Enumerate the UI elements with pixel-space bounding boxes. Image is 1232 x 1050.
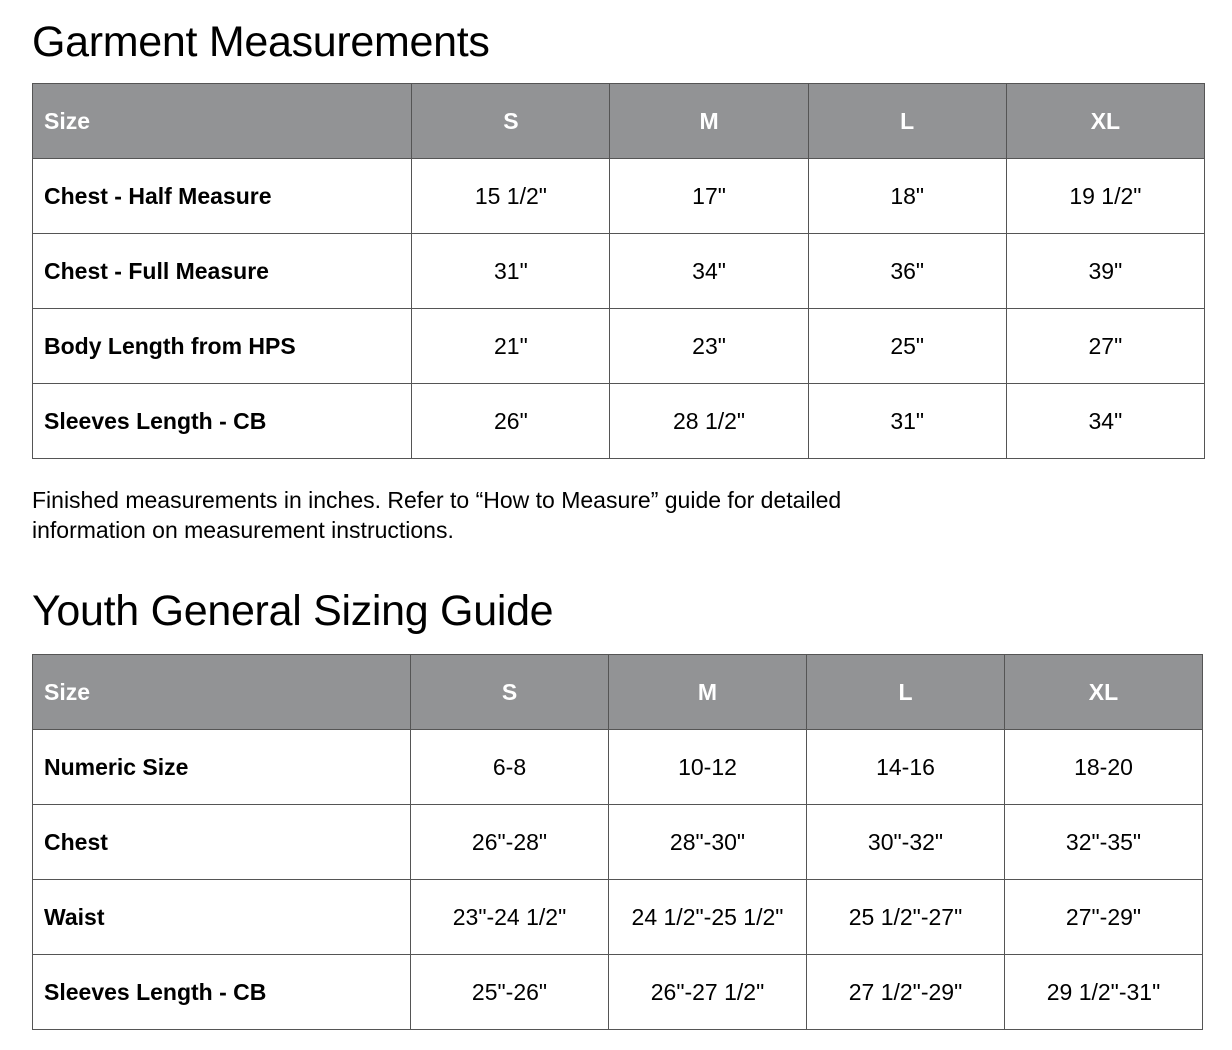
table-row <box>33 805 1203 880</box>
cell-s: 15 1/2" <box>412 159 610 234</box>
cell-l: 36" <box>808 234 1006 309</box>
cell-l: 31" <box>808 384 1006 459</box>
header-size: Size <box>33 84 412 159</box>
cell-m: 17" <box>610 159 808 234</box>
row-label: Numeric Size <box>33 730 411 805</box>
cell-m: 34" <box>610 234 808 309</box>
table-row <box>33 955 1203 1030</box>
cell-s: 25"-26" <box>411 955 609 1030</box>
table-row <box>33 880 1203 955</box>
header-xl: XL <box>1006 84 1204 159</box>
cell-l: 18" <box>808 159 1006 234</box>
cell-s: 6-8 <box>411 730 609 805</box>
cell-m: 24 1/2"-25 1/2" <box>609 880 807 955</box>
measurement-note: Finished measurements in inches. Refer to “How to Measure” guide for detailed information on measurement instructions. <box>32 487 842 543</box>
row-label: Waist <box>33 880 411 955</box>
cell-xl: 39" <box>1006 234 1204 309</box>
header-l: L <box>808 84 1006 159</box>
table-row <box>33 309 1205 384</box>
cell-s: 31" <box>412 234 610 309</box>
cell-s: 21" <box>412 309 610 384</box>
cell-l: 25 1/2"-27" <box>807 880 1005 955</box>
youth-sizing-guide-title: Youth General Sizing Guide <box>32 587 554 635</box>
cell-s: 26"-28" <box>411 805 609 880</box>
cell-m: 23" <box>610 309 808 384</box>
cell-s: 26" <box>412 384 610 459</box>
cell-xl: 27" <box>1006 309 1204 384</box>
cell-xl: 18-20 <box>1005 730 1203 805</box>
header-s: S <box>411 655 609 730</box>
cell-xl: 27"-29" <box>1005 880 1203 955</box>
header-l: L <box>807 655 1005 730</box>
cell-m: 28"-30" <box>609 805 807 880</box>
row-label: Chest - Full Measure <box>33 234 412 309</box>
cell-m: 10-12 <box>609 730 807 805</box>
header-s: S <box>412 84 610 159</box>
row-label: Sleeves Length - CB <box>33 384 412 459</box>
youth-sizing-table <box>32 654 1203 1030</box>
row-label: Chest <box>33 805 411 880</box>
table-header-row <box>33 84 1205 159</box>
cell-xl: 34" <box>1006 384 1204 459</box>
garment-measurements-title: Garment Measurements <box>32 18 490 66</box>
row-label: Body Length from HPS <box>33 309 412 384</box>
garment-measurements-table <box>32 83 1205 459</box>
cell-l: 30"-32" <box>807 805 1005 880</box>
cell-xl: 19 1/2" <box>1006 159 1204 234</box>
row-label: Sleeves Length - CB <box>33 955 411 1030</box>
table-row <box>33 730 1203 805</box>
table-row <box>33 234 1205 309</box>
cell-l: 27 1/2"-29" <box>807 955 1005 1030</box>
table-header-row <box>33 655 1203 730</box>
cell-l: 25" <box>808 309 1006 384</box>
header-xl: XL <box>1005 655 1203 730</box>
cell-m: 28 1/2" <box>610 384 808 459</box>
table-row <box>33 384 1205 459</box>
cell-xl: 29 1/2"-31" <box>1005 955 1203 1030</box>
row-label: Chest - Half Measure <box>33 159 412 234</box>
header-size: Size <box>33 655 411 730</box>
table-row <box>33 159 1205 234</box>
cell-xl: 32"-35" <box>1005 805 1203 880</box>
header-m: M <box>610 84 808 159</box>
cell-l: 14-16 <box>807 730 1005 805</box>
cell-m: 26"-27 1/2" <box>609 955 807 1030</box>
header-m: M <box>609 655 807 730</box>
cell-s: 23"-24 1/2" <box>411 880 609 955</box>
